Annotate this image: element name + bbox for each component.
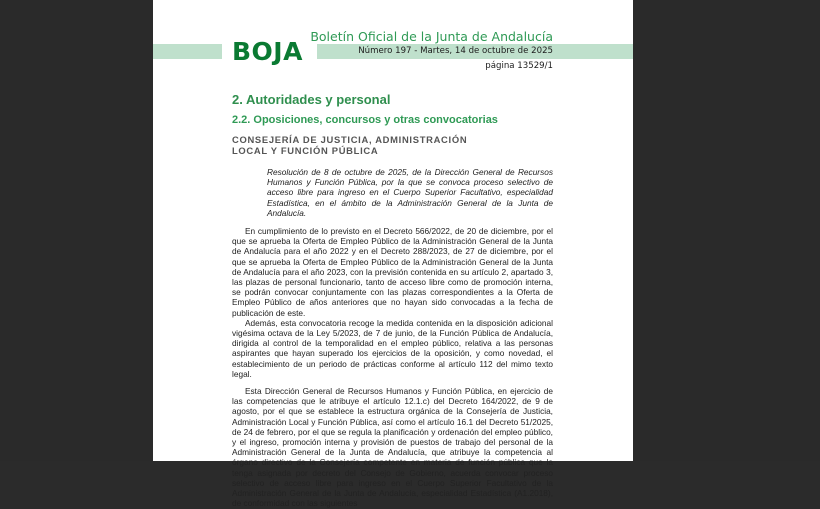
resolution-summary: Resolución de 8 de octubre de 2025, de la Dirección General de Recursos Humanos y Función Pública, por la que se convoca proceso selectivo de acceso libre para ingreso en el Cuerpo Superior Facultativo, especialidad Estadística, en el ámbito de la Administración General de la Junta de Andalucía. xyxy=(267,167,553,218)
page-number: página 13529/1 xyxy=(485,61,553,71)
department-heading: CONSEJERÍA DE JUSTICIA, ADMINISTRACIÓN LOCAL Y FUNCIÓN PÚBLICA xyxy=(232,134,468,156)
body-paragraph: Esta Dirección General de Recursos Humanos y Función Pública, en ejercicio de las competencias que le atribuye el artículo 12.1.c) del Decreto 164/2022, de 9 de agosto, por el que se establece la estructura orgánica de la Consejería de Justicia, Administración Local y Función Pública, así como el artículo 16.1 del Decreto 51/2025, de 24 de febrero, por el que se regula la planificación y ordenación del empleo público, y el ingreso, promoción interna y provisión de puestos de trabajo del personal de la Administración General de la Junta de Andalucía, que atribuye la competencia al órgano directivo de la Consejería competente en materia de función pública que la tenga asignada por decreto del Consejo de Gobierno, acuerda convocar proceso selectivo de acceso libre para ingreso en el Cuerpo Superior Facultativo de la Administración General de la Junta de Andalucía, especialidad Estadística (A1.2018), de conformidad con las siguientes xyxy=(232,386,553,509)
issue-info: Número 197 - Martes, 14 de octubre de 2025 xyxy=(358,46,553,56)
document-body xyxy=(232,92,553,509)
body-paragraph: En cumplimiento de lo previsto en el Decreto 566/2022, de 20 de diciembre, por el que se aprueba la Oferta de Empleo Público de la Administración General de la Junta de Andalucía para el año 2022 y en el Decreto 288/2023, de 27 de diciembre, por el que se aprueba la Oferta de Empleo Público de la Administración General de la Junta de Andalucía para el año 2023, con la previsión contenida en su artículo 2, apartado 3, las plazas de personal funcionario, tanto de acceso libre como de promoción interna, se podrán convocar conjuntamente con las plazas correspondientes a la Oferta de Empleo Público de años anteriores que no hayan sido convocadas a la fecha de publicación de este. xyxy=(232,226,553,318)
header-band-left xyxy=(153,44,222,59)
publication-title: Boletín Oficial de la Junta de Andalucía xyxy=(310,29,553,44)
boja-logo: BOJA xyxy=(232,37,303,66)
document-page[interactable] xyxy=(153,0,633,509)
body-paragraph: Además, esta convocatoria recoge la medida contenida en la disposición adicional vigésima octava de la Ley 5/2023, de 7 de junio, de la Función Pública de Andalucía, dirigida al control de la temporalidad en el empleo público, relativa a las personas aspirantes que hayan superado los ejercicios de la oposición, y como novedad, el establecimiento de un periodo de prácticas conforme al artículo 112 del mimo texto legal. xyxy=(232,317,553,379)
section-subtitle: 2.2. Oposiciones, concursos y otras convocatorias xyxy=(232,114,498,126)
section-title: 2. Autoridades y personal xyxy=(232,92,391,107)
